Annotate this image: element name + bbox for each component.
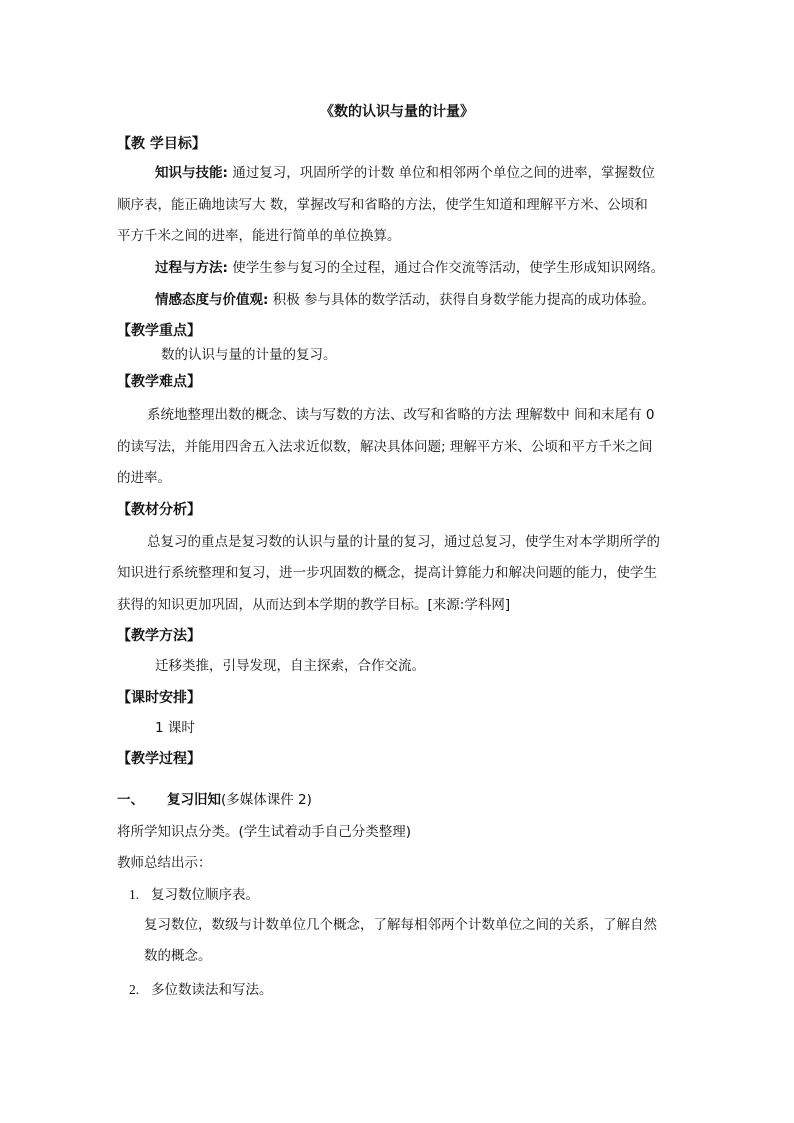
step-1-title: 复习旧知 (167, 792, 221, 808)
knowledge-skills-line-3: 平方千米之间的进率，能进行简单的单位换算。 (117, 228, 401, 244)
emotion-values-line (155, 294, 655, 308)
document-title: 《数的认识与量的计量》 (320, 104, 474, 120)
list-item-1-line-1: 复习数位，数级与计数单位几个概念，了解每相邻两个计数单位之间的关系，了解自然 (144, 917, 657, 933)
list-item-1-number: 1. (129, 887, 140, 902)
process-methods-line (155, 262, 664, 276)
heading-difficulties: 【教学难点】 (117, 374, 201, 390)
process-paragraph-1: 将所学知识点分类。(学生试着动手自己分类整理) (117, 824, 412, 840)
heading-teaching-process: 【教学过程】 (117, 751, 201, 767)
list-item-1 (129, 888, 259, 903)
step-1-marker: 一、 (117, 792, 144, 808)
difficulties-line-2: 的读写法，并能用四舍五入法求近似数，解决具体问题; 理解平方米、公顷和平方千米之间 (117, 439, 653, 455)
emotion-values-label: 情感态度与价值观: (155, 292, 269, 308)
list-item-1-title: 复习数位顺序表。 (151, 887, 259, 903)
emotion-values-text: 积极 参与具体的数学活动，获得自身数学能力提高的成功体验。 (268, 292, 655, 308)
knowledge-skills-label: 知识与技能: (155, 165, 228, 181)
process-paragraph-2: 教师总结出示： (117, 855, 212, 871)
analysis-line-3: 获得的知识更加巩固，从而达到本学期的教学目标。[来源:学科网] (117, 597, 511, 613)
knowledge-skills-line-1 (155, 167, 655, 181)
list-item-2-number: 2. (129, 982, 140, 997)
list-item-2 (129, 983, 273, 998)
heading-key-points: 【教学重点】 (117, 323, 201, 339)
step-1-note: (多媒体课件 2) (221, 792, 312, 808)
heading-teaching-methods: 【教学方法】 (117, 628, 201, 644)
class-schedule-text: 1 课时 (155, 720, 195, 736)
heading-class-schedule: 【课时安排】 (117, 690, 201, 706)
step-1-heading (117, 794, 312, 808)
process-methods-label: 过程与方法: (155, 260, 228, 276)
process-methods-text: 使学生参与复习的全过程，通过合作交流等活动，使学生形成知识网络。 (227, 260, 665, 276)
teaching-methods-text: 迁移类推，引导发现，自主探索，合作交流。 (155, 658, 425, 674)
heading-material-analysis: 【教材分析】 (117, 502, 201, 518)
difficulties-line-3: 的进率。 (117, 470, 171, 486)
list-item-1-line-2: 数的概念。 (144, 948, 212, 964)
analysis-line-2: 知识进行系统整理和复习，进一步巩固数的概念，提高计算能力和解决问题的能力，使学生 (117, 565, 657, 581)
list-item-2-title: 多位数读法和写法。 (151, 982, 273, 998)
key-points-text: 数的认识与量的计量的复习。 (161, 347, 337, 363)
knowledge-skills-text-1: 通过复习，巩固所学的计数 单位和相邻两个单位之间的进率，掌握数位 (227, 165, 655, 181)
knowledge-skills-line-2: 顺序表，能正确地读写大 数，掌握改写和省略的方法，使学生知道和理解平方米、公顷和 (117, 197, 648, 213)
heading-teaching-goals: 【教 学目标】 (117, 136, 206, 152)
difficulties-line-1: 系统地整理出数的概念、读与写数的方法、改写和省略的方法 理解数中 间和末尾有 0 (147, 407, 655, 423)
analysis-line-1: 总复习的重点是复习数的认识与量的计量的复习，通过总复习，使学生对本学期所学的 (147, 534, 660, 550)
